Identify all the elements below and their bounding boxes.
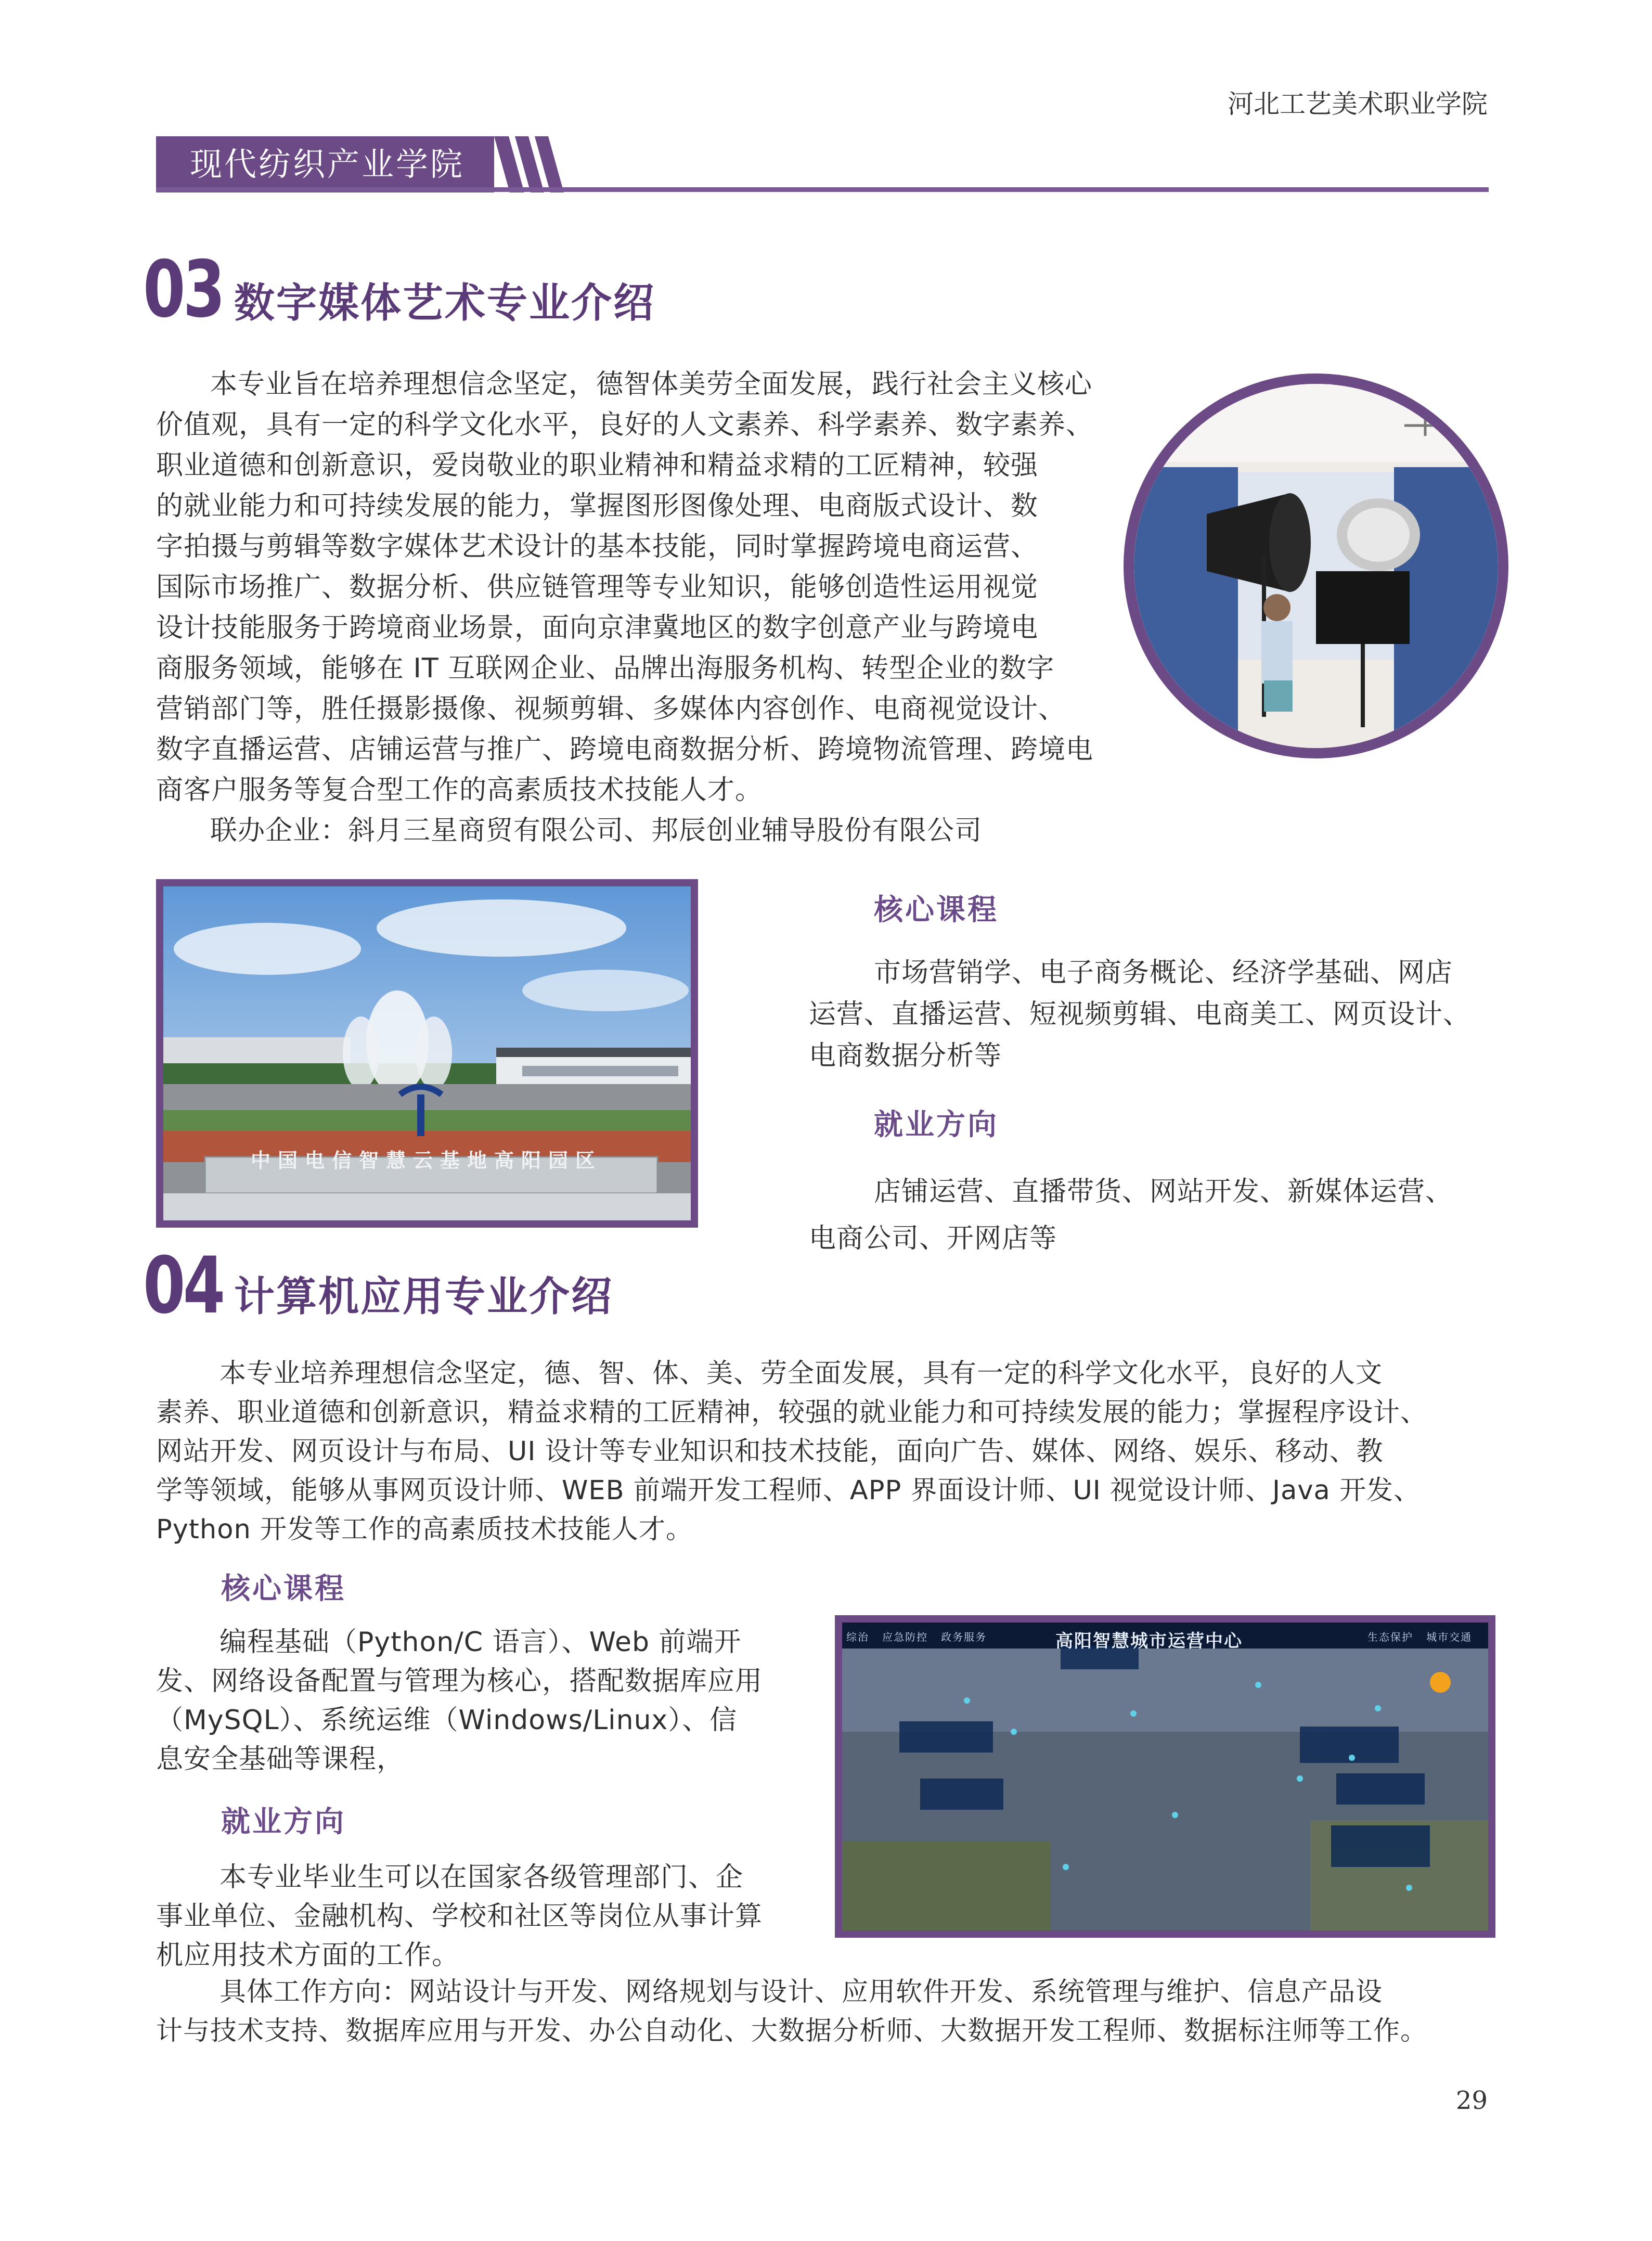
section-04-intro — [156, 1354, 1498, 1549]
career-line: 机应用技术方面的工作。 — [156, 1940, 460, 1971]
studio-photo — [1124, 374, 1508, 758]
intro-line: 商服务领域，能够在 IT 互联网企业、品牌出海服务机构、转型企业的数字 — [156, 653, 1055, 684]
specific-line: 具体工作方向：网站设计与开发、网络规划与设计、应用软件开发、系统管理与维护、信息产品设 — [220, 1977, 1383, 2007]
core-line: 发、网络设备配置与管理为核心，搭配数据库应用 — [156, 1666, 763, 1697]
screen-title: 高阳智慧城市运营中心 — [1055, 1631, 1243, 1652]
core-line: 编程基础（Python/C 语言）、Web 前端开 — [220, 1627, 742, 1658]
intro-line: 职业道德和创新意识，爱岗敬业的职业精神和精益求精的工匠精神，较强 — [156, 450, 1039, 481]
screen-tabs-right — [1367, 1629, 1472, 1644]
section-04-specific-directions — [156, 1973, 1498, 2051]
core-line: 息安全基础等课程， — [156, 1744, 405, 1775]
career-line: 店铺运营、直播带货、网站开发、新媒体运营、 — [874, 1176, 1453, 1207]
intro-line: 设计技能服务于跨境商业场景，面向京津冀地区的数字创意产业与跨境电 — [156, 612, 1039, 643]
section-04-core-title: 核心课程 — [221, 1572, 346, 1606]
section-03-intro — [156, 364, 1176, 851]
screen-tab: 生态保护 — [1367, 1631, 1413, 1643]
section-04-career-title: 就业方向 — [221, 1805, 346, 1839]
intro-line: 的就业能力和可持续发展的能力，掌握图形图像处理、电商版式设计、数 — [156, 491, 1039, 522]
intro-line: 素养、职业道德和创新意识，精益求精的工匠精神，较强的就业能力和可持续发展的能力；掌握程序设计、 — [156, 1397, 1428, 1428]
core-line: 市场营销学、电子商务概论、经济学基础、网店 — [874, 957, 1453, 988]
intro-line: 本专业旨在培养理想信念坚定，德智体美劳全面发展，践行社会主义核心 — [210, 369, 1093, 400]
partner-companies: 联办企业：斜月三星商贸有限公司、邦辰创业辅导股份有限公司 — [210, 815, 983, 846]
screen-tab: 政务服务 — [941, 1631, 987, 1643]
section-04-number: 04 — [143, 1241, 223, 1331]
intro-line: 网站开发、网页设计与布局、UI 设计等专业知识和技术技能，面向广告、媒体、网络、娱乐、移动、教 — [156, 1436, 1384, 1467]
department-name: 现代纺织产业学院 — [190, 145, 465, 183]
intro-line: 学等领域，能够从事网页设计师、WEB 前端开发工程师、APP 界面设计师、UI 视觉设计师、Java 开发、 — [156, 1475, 1421, 1506]
section-03-career-title: 就业方向 — [874, 1108, 999, 1142]
smart-city-screen-photo — [835, 1615, 1495, 1938]
intro-line: 字拍摄与剪辑等数字媒体艺术设计的基本技能，同时掌握跨境电商运营、 — [156, 531, 1039, 562]
screen-tab: 应急防控 — [882, 1631, 928, 1643]
banner-slash-decoration — [494, 136, 588, 192]
screen-tab: 城市交通 — [1426, 1631, 1473, 1643]
school-name: 河北工艺美术职业学院 — [1228, 89, 1488, 119]
screen-tabs-left — [846, 1629, 987, 1644]
career-line: 事业单位、金融机构、学校和社区等岗位从事计算 — [156, 1901, 763, 1932]
core-line: 电商数据分析等 — [809, 1040, 1002, 1072]
section-04-core-text — [156, 1623, 806, 1779]
career-line: 电商公司、开网店等 — [809, 1223, 1057, 1254]
intro-line: 国际市场推广、数据分析、供应链管理等专业知识，能够创造性运用视觉 — [156, 572, 1039, 603]
section-03-career-text — [809, 1168, 1495, 1262]
header-rule — [156, 187, 1489, 192]
section-03-title: 数字媒体艺术专业介绍 — [234, 280, 656, 327]
intro-line: 价值观，具有一定的科学文化水平，良好的人文素养、科学素养、数字素养、 — [156, 409, 1094, 441]
career-line: 本专业毕业生可以在国家各级管理部门、企 — [220, 1862, 744, 1893]
campus-photo — [156, 879, 698, 1228]
page-number: 29 — [1455, 2086, 1488, 2115]
screen-tab: 综治 — [846, 1631, 869, 1643]
intro-line: Python 开发等工作的高素质技术技能人才。 — [156, 1514, 693, 1545]
campus-sign-text: 中国电信智慧云基地高阳园区 — [250, 1149, 602, 1172]
core-line: 运营、直播运营、短视频剪辑、电商美工、网页设计、 — [809, 999, 1471, 1030]
intro-line: 商客户服务等复合型工作的高素质技术技能人才。 — [156, 775, 763, 806]
core-line: （MySQL）、系统运维（Windows/Linux）、信 — [156, 1705, 738, 1736]
section-03-number: 03 — [143, 244, 223, 335]
specific-line: 计与技术支持、数据库应用与开发、办公自动化、大数据分析师、大数据开发工程师、数据标注师等工作。 — [156, 2016, 1428, 2046]
intro-line: 本专业培养理想信念坚定，德、智、体、美、劳全面发展，具有一定的科学文化水平，良好的人文 — [220, 1358, 1383, 1389]
intro-line: 数字直播运营、店铺运营与推广、跨境电商数据分析、跨境物流管理、跨境电 — [156, 734, 1094, 765]
section-03-core-text — [809, 952, 1495, 1077]
section-04-title: 计算机应用专业介绍 — [234, 1273, 614, 1320]
section-03-core-title: 核心课程 — [874, 893, 999, 927]
section-04-career-text — [156, 1858, 806, 1975]
intro-line: 营销部门等，胜任摄影摄像、视频剪辑、多媒体内容创作、电商视觉设计、 — [156, 693, 1066, 725]
